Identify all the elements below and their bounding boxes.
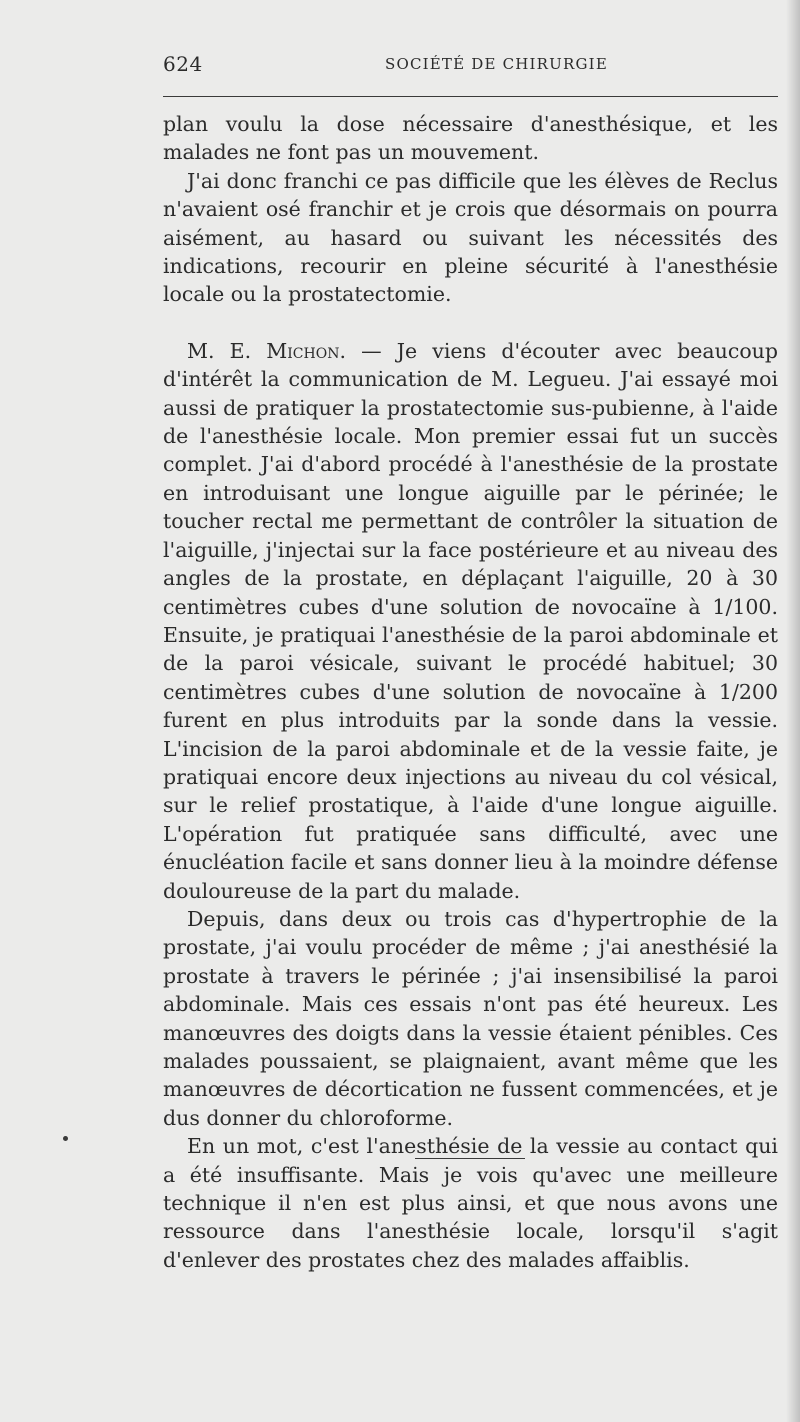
paragraph-text: — Je viens d'écouter avec beaucoup d'intérêt la communication de M. Legueu. J'ai essayé moi aussi de pratiquer la prostatectomie sus-pubienne, à l'aide de l'anesthésie locale. Mon premier essai fut un succès complet. J'ai d'abord procédé à l'anesthésie de la prostate en introduisant une longue aiguille par le périnée; le toucher rectal me permettant de contrôler la situation de l'aiguille, j'injectai sur la face postérieure et au niveau des angles de la prostate, en déplaçant l'aiguille, 20 à 30 centimètres cubes d'une solution de novocaïne à 1/100. Ensuite, je pratiquai l'anesthésie de la paroi abdominale et de la paroi vésicale, suivant le procédé habituel; 30 centimètres cubes d'une solution de novocaïne à 1/200 furent en plus introduits par la sonde dans la vessie. L'incision de la paroi abdominale et de la vessie faite, je pratiquai encore deux injections au niveau du col vésical, sur le relief prostatique, à l'aide d'une longue aiguille. L'opération fut pratiquée sans difficulté, avec une énucléation facile et sans donner lieu à la moindre défense douloureuse de la part du malade.: [163, 338, 778, 903]
paragraph-text: J'ai donc franchi ce pas difficile que les élèves de Reclus n'avaient osé franchir et je crois que désormais on pourra aisément, au hasard ou suivant les nécessités des indications, recourir en pleine sécurité à l'anesthésie locale ou la prostatectomie.: [163, 168, 778, 307]
page-edge-shadow: [786, 0, 800, 1422]
paragraph: [163, 167, 778, 309]
paragraph-text: Depuis, dans deux ou trois cas d'hypertrophie de la prostate, j'ai voulu procéder de même ; j'ai anesthésié la prostate à travers le périnée ; j'ai insensibilisé la paroi abdominale. Mais ces essais n'ont pas été heureux. Les manœuvres des doigts dans la vessie étaient pénibles. Ces malades poussaient, se plaignaient, avant même que les manœuvres de décortication ne fussent commencées, et je dus donner du chloroforme.: [163, 906, 778, 1130]
paragraph: [163, 1132, 778, 1274]
paragraph-continuation: [163, 110, 778, 167]
end-rule: [415, 1158, 525, 1159]
page-header: [163, 52, 778, 82]
paragraph: [163, 905, 778, 1132]
body-text: [163, 110, 778, 1274]
page-number: 624: [163, 52, 203, 76]
header-rule: [163, 96, 778, 97]
paragraph-text: En un mot, c'est l'anesthésie de la vessie au contact qui a été insuffisante. Mais je vois qu'avec une meilleure technique il n'en est plus ainsi, et que nous avons une ressource dans l'anesthésie locale, lorsqu'il s'agit d'enlever des prostates chez des malades affaiblis.: [163, 1134, 778, 1272]
paragraph-text: plan voulu la dose nécessaire d'anesthésique, et les malades ne font pas un mouvement.: [163, 112, 778, 165]
paragraph-speaker: [163, 337, 778, 905]
speaker-name: M. E. Michon.: [187, 338, 346, 363]
ink-speck: [63, 1136, 68, 1141]
running-title: SOCIÉTÉ DE CHIRURGIE: [385, 55, 608, 73]
